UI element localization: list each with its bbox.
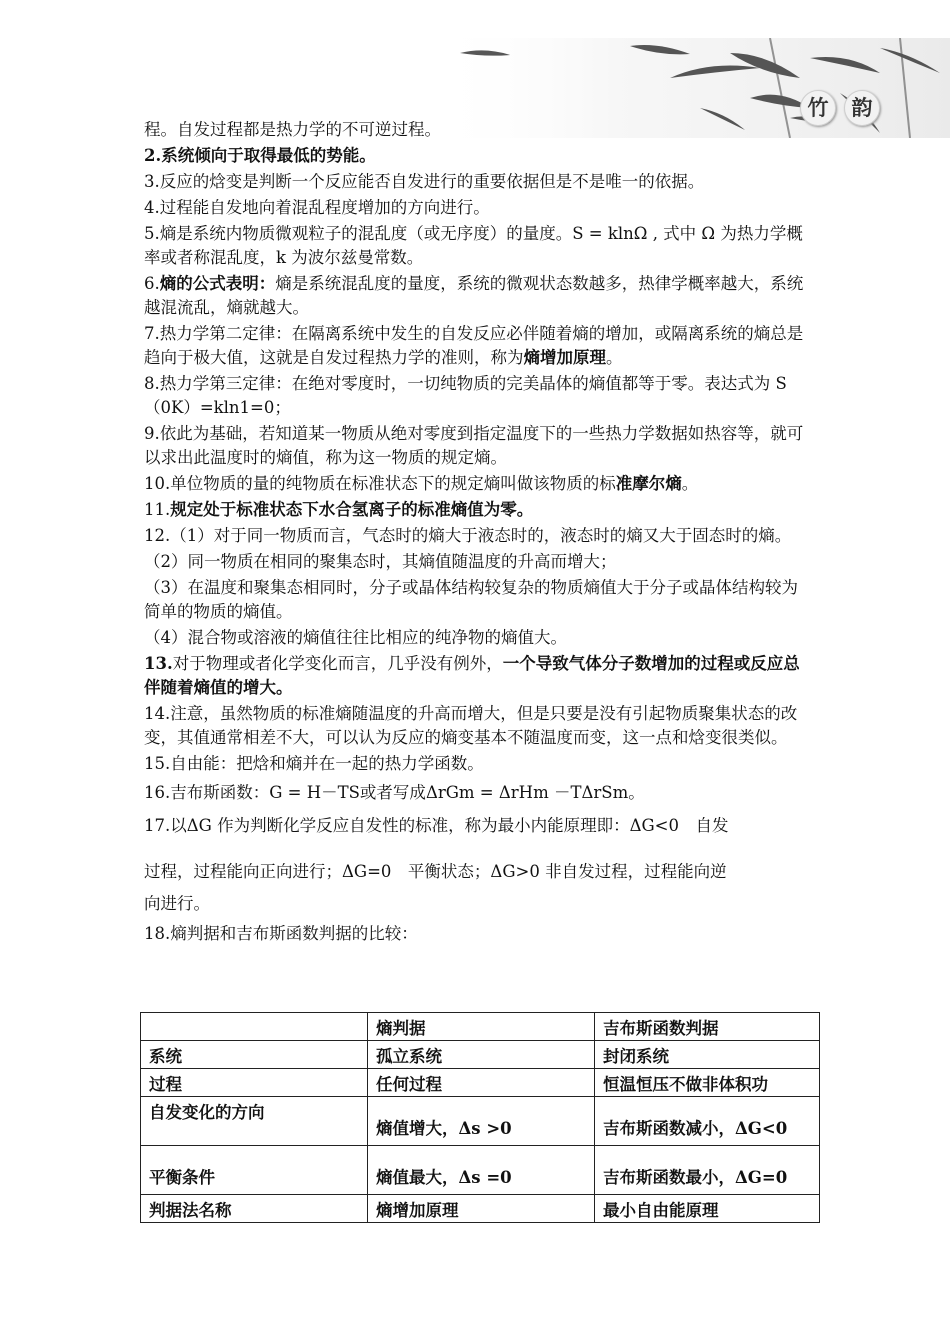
p7-end: 。 — [606, 348, 623, 367]
table-cell: 封闭系统 — [595, 1041, 820, 1069]
paragraph-18: 18.熵判据和吉布斯函数判据的比较： — [144, 924, 418, 943]
paragraph-12-4: （4）混合物或溶液的熵值往往比相应的纯净物的熵值大。 — [144, 628, 567, 647]
table-cell: 熵值最大，Δs =0 — [368, 1146, 595, 1195]
table-cell: 孤立系统 — [368, 1041, 595, 1069]
table-cell: 熵值增大，Δs >0 — [368, 1097, 595, 1146]
p16-pre: 16.吉布斯函数：G = H－TS或者写成 — [144, 783, 426, 802]
table-cell: 吉布斯函数减小，ΔG<0 — [595, 1097, 820, 1146]
paragraph-1: 程。自发过程都是热力学的不可逆过程。 — [144, 120, 441, 139]
table-cell: 恒温恒压不做非体积功 — [595, 1069, 820, 1097]
p10-main: 10.单位物质的量的纯物质在标准状态下的规定熵叫做该物质的标 — [144, 474, 616, 493]
p11-number: 11. — [144, 500, 171, 519]
table-row — [141, 1195, 820, 1223]
table-row — [141, 1146, 820, 1195]
paragraph-12-2: （2）同一物质在相同的聚集态时，其熵值随温度的升高而增大； — [144, 552, 617, 571]
table-cell: 系统 — [141, 1041, 368, 1069]
paragraph-8: 8.热力学第三定律：在绝对零度时，一切纯物质的完美晶体的熵值都等于零。表达式为 S（0K）=kln1=0； — [144, 374, 787, 417]
p11-bold: 规定处于标准状态下水合氢离子的标准熵值为零。 — [170, 500, 534, 519]
paragraph-17 — [144, 810, 810, 920]
table-cell: 吉布斯函数最小，ΔG=0 — [595, 1146, 820, 1195]
document-body — [144, 118, 810, 948]
table-cell: 平衡条件 — [141, 1146, 368, 1195]
table-row — [141, 1069, 820, 1097]
paragraph-12: 12.（1）对于同一物质而言，气态时的熵大于液态时的，液态时的熵又大于固态时的熵。 — [144, 526, 792, 545]
table-header-cell: 熵判据 — [368, 1013, 595, 1041]
table-cell: 自发变化的方向 — [141, 1097, 368, 1146]
header-badge-yun: 韵 — [844, 90, 880, 126]
p17-line-2: 过程，过程能向正向进行；ΔG=0 平衡状态；ΔG>0 非自发过程，过程能向逆 — [144, 862, 727, 881]
paragraph-12-3: （3）在温度和聚集态相同时，分子或晶体结构较复杂的物质熵值大于分子或晶体结构较为简单的物质的熵值。 — [144, 578, 798, 621]
paragraph-14: 14.注意，虽然物质的标准熵随温度的升高而增大，但是只要是没有引起物质聚集状态的改变，其值通常相差不大，可以认为反应的熵变基本不随温度而变，这一点和焓变很类似。 — [144, 704, 798, 747]
table-cell: 过程 — [141, 1069, 368, 1097]
p13-main: 对于物理或者化学变化而言，几乎没有例外， — [172, 654, 503, 673]
paragraph-4: 4.过程能自发地向着混乱程度增加的方向进行。 — [144, 198, 490, 217]
p7-main: 7.热力学第二定律：在隔离系统中发生的自发反应必伴随着熵的增加，或隔离系统的熵总是趋向于极大值，这就是自发过程热力学的准则，称为 — [144, 324, 804, 367]
paragraph-5: 5.熵是系统内物质微观粒子的混乱度（或无序度）的量度。S = klnΩ , 式中 Ω 为热力学概率或者称混乱度，k 为波尔兹曼常数。 — [144, 224, 803, 267]
table-header-cell: 吉布斯函数判据 — [595, 1013, 820, 1041]
paragraph-13 — [144, 652, 810, 700]
paragraph-11 — [144, 498, 810, 522]
p16-formula: ΔrGm = ΔrHm －TΔrSm — [425, 783, 629, 802]
paragraph-7 — [144, 322, 810, 370]
table-header-row — [141, 1013, 820, 1041]
p16-end: 。 — [628, 783, 645, 802]
p17-line-3: 向进行。 — [144, 894, 210, 913]
table-cell: 最小自由能原理 — [595, 1195, 820, 1223]
table-row — [141, 1041, 820, 1069]
paragraph-15: 15.自由能：把焓和熵并在一起的热力学函数。 — [144, 754, 484, 773]
p6-bold: 熵的公式表明： — [159, 274, 276, 293]
table-cell: 熵增加原理 — [368, 1195, 595, 1223]
p10-end: 。 — [681, 474, 699, 493]
paragraph-10 — [144, 472, 810, 496]
paragraph-6 — [144, 272, 810, 320]
paragraph-2: 2.系统倾向于取得最低的势能。 — [144, 146, 376, 165]
paragraph-16 — [144, 778, 810, 808]
p6-number: 6. — [144, 274, 160, 293]
comparison-table — [140, 1012, 820, 1223]
p13-number: 13. — [144, 654, 173, 673]
table-cell: 任何过程 — [368, 1069, 595, 1097]
p6-rest: 熵是系统混乱度的量度，系统的微观状态数越多，热律学概率越大，系统越混流乱，熵就越大。 — [144, 274, 804, 317]
table-row — [141, 1097, 820, 1146]
table-cell: 判据法名称 — [141, 1195, 368, 1223]
header-badge-zhu: 竹 — [800, 90, 836, 126]
paragraph-9: 9.依此为基础，若知道某一物质从绝对零度到指定温度下的一些热力学数据如热容等，就可以求出此温度时的熵值，称为这一物质的规定熵。 — [144, 424, 804, 467]
p17-line-1: 17.以ΔG 作为判断化学反应自发性的标准，称为最小内能原理即：ΔG<0 自发 — [144, 816, 729, 835]
p7-bold: 熵增加原理 — [523, 348, 606, 367]
p10-bold: 准摩尔熵 — [615, 474, 682, 493]
table-header-cell — [141, 1013, 368, 1041]
p13-bold: 一个导致气体分子数增加的过程或反应总伴随着熵值的增大。 — [144, 654, 800, 697]
paragraph-3: 3.反应的焓变是判断一个反应能否自发进行的重要依据但是不是唯一的依据。 — [144, 172, 705, 191]
